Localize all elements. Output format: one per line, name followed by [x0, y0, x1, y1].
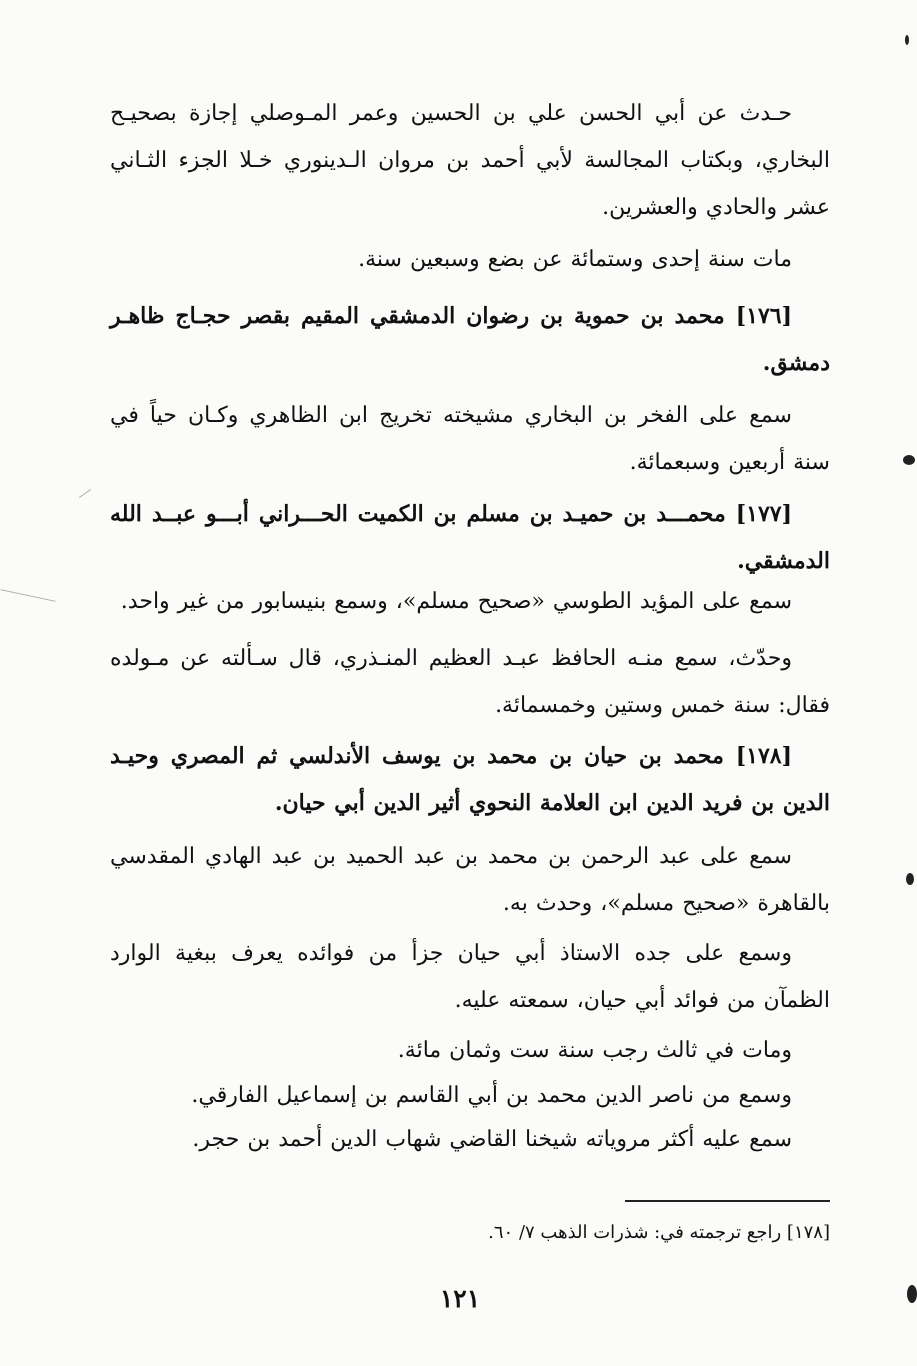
- entry-178: [١٧٨] محمد بن حيان بن محمد بن يوسف الأندلسي ثم المصري وحيـد الدين بن فريد الدين ابن العلامة النحوي أثير الدين أبي حيان.: [110, 743, 830, 816]
- paragraph-6: سمع على المؤيد الطوسي «صحيح مسلم»، وسمع بنيسابور من غير واحد.: [120, 589, 792, 614]
- scan-mark: [903, 455, 915, 465]
- scan-mark: [905, 35, 909, 45]
- footnote-separator: [625, 1200, 830, 1202]
- scan-streak: [1, 589, 56, 602]
- paragraph-7: وحدّث، سمع منـه الحافظ عبـد العظيم المنـذري، قال سـألته عن مـولده فقال: سنة خمس وستين وخمسمائة.: [110, 646, 830, 718]
- paragraph-9: سمع على عبد الرحمن بن محمد بن عبد الحميد بن عبد الهادي المقدسي بالقاهرة «صحيح مسلم»، وحدث به.: [110, 844, 830, 916]
- entry-176: [١٧٦] محمد بن حموية بن رضوان الدمشقي المقيم بقصر حجـاج ظاهـر دمشق.: [110, 303, 830, 376]
- footnote: [١٧٨] راجع ترجمته في: شذرات الذهب ٧/ ٦٠.: [488, 1222, 830, 1243]
- page-number: ١٢١: [439, 1284, 481, 1313]
- paragraph-12: وسمع من ناصر الدين محمد بن أبي القاسم بن إسماعيل الفارقي.: [191, 1083, 792, 1108]
- scan-mark: [907, 1285, 917, 1303]
- paragraph-2: مات سنة إحدى وستمائة عن بضع وسبعين سنة.: [358, 247, 792, 272]
- paragraph-13: سمع عليه أكثر مروياته شيخنا القاضي شهاب الدين أحمد بن حجر.: [192, 1127, 792, 1152]
- paragraph-11: ومات في ثالث رجب سنة ست وثمان مائة.: [397, 1038, 792, 1063]
- entry-177: [١٧٧] محمـــد بن حميـد بن مسلم بن الكميت الحـــراني أبـــو عبــد الله الدمشقي.: [110, 501, 830, 574]
- paragraph-4: سمع على الفخر بن البخاري مشيخته تخريج ابن الظاهري وكـان حياً في سنة أربعين وسبعمائة.: [110, 403, 830, 475]
- paragraph-10: وسمع على جده الاستاذ أبي حيان جزأ من فوائده يعرف ببغية الوارد الظمآن من فوائد أبي حيان، سمعته عليه.: [110, 941, 830, 1013]
- paragraph-1: حـدث عن أبي الحسن علي بن الحسين وعمر المـوصلي إجازة بصحيـح البخاري، وبكتاب المجالسة لأبي أحمد بن مروان الـدينوري خـلا الجزء الثـاني عشر والحادي والعشرين.: [110, 101, 830, 220]
- scan-mark: [906, 873, 914, 885]
- scan-streak: [79, 489, 91, 498]
